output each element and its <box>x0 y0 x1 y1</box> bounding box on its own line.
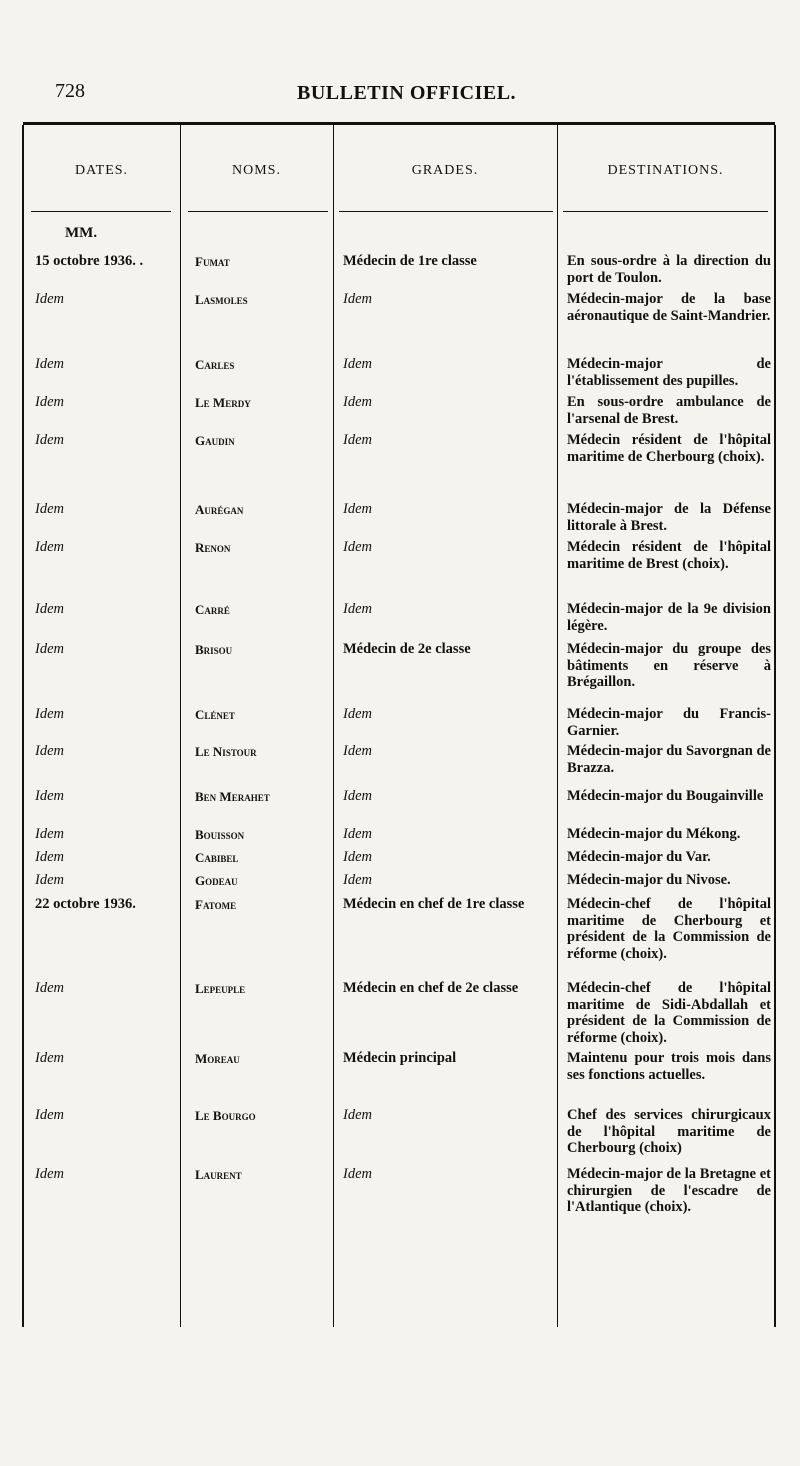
date-cell: Idem <box>35 501 64 517</box>
grade-cell: Médecin en chef de 1re classe <box>343 896 525 912</box>
table-row <box>23 896 775 962</box>
grade-cell: Idem <box>343 539 372 555</box>
grade-cell: Idem <box>343 501 372 517</box>
grade-cell: Idem <box>343 1166 372 1182</box>
destination-cell: Médecin-major du Francis-Garnier. <box>567 706 771 739</box>
destination-cell: Médecin-major de l'établissement des pupilles. <box>567 356 771 389</box>
header-rule <box>31 211 171 212</box>
name-cell: Carré <box>195 602 230 617</box>
destination-cell: Médecin-major du Var. <box>567 849 711 865</box>
grade-cell: Idem <box>343 706 372 722</box>
table-row <box>23 1166 775 1216</box>
column-header-noms: NOMS. <box>232 163 281 178</box>
column-header-dates: DATES. <box>74 163 129 178</box>
table-row <box>23 501 775 534</box>
table-row <box>23 980 775 1046</box>
grade-cell: Médecin de 1re classe <box>343 253 477 269</box>
name-cell: Cabibel <box>195 850 239 865</box>
date-cell: Idem <box>35 1050 64 1066</box>
destination-cell: Médecin-major du Savorgnan de Brazza. <box>567 743 771 776</box>
date-cell: 22 octobre 1936. <box>35 896 136 912</box>
date-cell: Idem <box>35 1107 64 1123</box>
name-cell: Bouisson <box>195 827 245 842</box>
date-cell: Idem <box>35 872 64 888</box>
names-prefix: MM. <box>65 225 98 241</box>
column-header-destinations: DESTINATIONS. <box>607 163 724 178</box>
table-row <box>23 432 775 465</box>
destination-cell: Médecin-major de la Bretagne et chirurgien de l'escadre de l'Atlantique (choix). <box>567 1166 771 1215</box>
grade-cell: Idem <box>343 356 372 372</box>
appointments-table <box>23 122 775 1327</box>
grade-cell: Idem <box>343 788 372 804</box>
destination-cell: Médecin-major du Bougainville <box>567 788 764 804</box>
destination-cell: Médecin résident de l'hôpital maritime de Brest (choix). <box>567 539 771 572</box>
table-row <box>23 788 775 806</box>
grade-cell: Idem <box>343 432 372 448</box>
grade-cell: Idem <box>343 1107 372 1123</box>
destination-cell: Médecin-chef de l'hôpital maritime de Sidi-Abdallah et président de la Commission de réforme (choix). <box>567 980 771 1046</box>
table-row <box>23 394 775 427</box>
date-cell: Idem <box>35 291 64 307</box>
date-cell: Idem <box>35 356 64 372</box>
destination-cell: Médecin-major de la Défense littorale à Brest. <box>567 501 771 534</box>
header-rule <box>339 211 553 212</box>
table-row <box>23 1050 775 1083</box>
grade-cell: Médecin en chef de 2e classe <box>343 980 519 996</box>
name-cell: Ben Merahet <box>195 789 270 804</box>
name-cell: Lepeuple <box>195 981 246 996</box>
name-cell: Le Bourgo <box>195 1108 256 1123</box>
date-cell: Idem <box>35 539 64 555</box>
column-header-grades: GRADES. <box>411 163 479 178</box>
name-cell: Fatome <box>195 897 237 912</box>
grade-cell: Idem <box>343 291 372 307</box>
name-cell: Laurent <box>195 1167 242 1182</box>
name-cell: Renon <box>195 540 231 555</box>
grade-cell: Idem <box>343 601 372 617</box>
destination-cell: En sous-ordre à la direction du port de Toulon. <box>567 253 771 286</box>
table-row <box>23 641 775 691</box>
destination-cell: Chef des services chirurgicaux de l'hôpital maritime de Cherbourg (choix) <box>567 1107 771 1156</box>
grade-cell: Médecin principal <box>343 1050 457 1066</box>
destination-cell: Médecin-major du Mékong. <box>567 826 741 842</box>
name-cell: Le Nistour <box>195 744 257 759</box>
table-row <box>23 872 775 890</box>
table-row <box>23 706 775 739</box>
destination-cell: Médecin-major du Nivose. <box>567 872 731 888</box>
destination-cell: Médecin-major de la base aéronautique de Saint-Mandrier. <box>567 291 771 324</box>
grade-cell: Médecin de 2e classe <box>343 641 471 657</box>
grade-cell: Idem <box>343 872 372 888</box>
header-rule <box>563 211 768 212</box>
destination-cell: Médecin-chef de l'hôpital maritime de Cherbourg et président de la Commission de réforme (choix). <box>567 896 771 962</box>
name-cell: Carles <box>195 357 235 372</box>
table-row <box>23 1107 775 1157</box>
name-cell: Fumat <box>195 254 230 269</box>
destination-cell: Maintenu pour trois mois dans ses fonctions actuelles. <box>567 1050 771 1083</box>
table-row <box>23 601 775 634</box>
date-cell: Idem <box>35 849 64 865</box>
table-row <box>23 291 775 324</box>
table-row <box>23 356 775 389</box>
table-row <box>23 826 775 844</box>
table-row <box>23 539 775 572</box>
journal-title: BULLETIN OFFICIEL. <box>297 82 517 104</box>
date-cell: Idem <box>35 1166 64 1182</box>
destination-cell: En sous-ordre ambulance de l'arsenal de Brest. <box>567 394 771 427</box>
date-cell: Idem <box>35 980 64 996</box>
page-header <box>0 80 800 110</box>
name-cell: Aurégan <box>195 502 244 517</box>
name-cell: Le Merdy <box>195 395 251 410</box>
date-cell: Idem <box>35 706 64 722</box>
table-row <box>23 253 775 286</box>
date-cell: Idem <box>35 743 64 759</box>
destination-cell: Médecin-major du groupe des bâtiments en réserve à Brégaillon. <box>567 641 771 690</box>
name-cell: Brisou <box>195 642 233 657</box>
destination-cell: Médecin-major de la 9e division légère. <box>567 601 771 634</box>
grade-cell: Idem <box>343 743 372 759</box>
table-row <box>23 849 775 867</box>
page-number: 728 <box>55 80 85 102</box>
date-cell: Idem <box>35 826 64 842</box>
name-cell: Clénet <box>195 707 235 722</box>
grade-cell: Idem <box>343 849 372 865</box>
name-cell: Godeau <box>195 873 238 888</box>
grade-cell: Idem <box>343 826 372 842</box>
header-rule <box>188 211 328 212</box>
date-cell: Idem <box>35 394 64 410</box>
table-row <box>23 743 775 776</box>
date-cell: Idem <box>35 601 64 617</box>
date-cell: Idem <box>35 432 64 448</box>
date-cell: Idem <box>35 788 64 804</box>
grade-cell: Idem <box>343 394 372 410</box>
name-cell: Lasmoles <box>195 292 248 307</box>
name-cell: Gaudin <box>195 433 235 448</box>
date-cell: 15 octobre 1936. . <box>35 253 144 269</box>
date-cell: Idem <box>35 641 64 657</box>
name-cell: Moreau <box>195 1051 240 1066</box>
destination-cell: Médecin résident de l'hôpital maritime de Cherbourg (choix). <box>567 432 771 465</box>
